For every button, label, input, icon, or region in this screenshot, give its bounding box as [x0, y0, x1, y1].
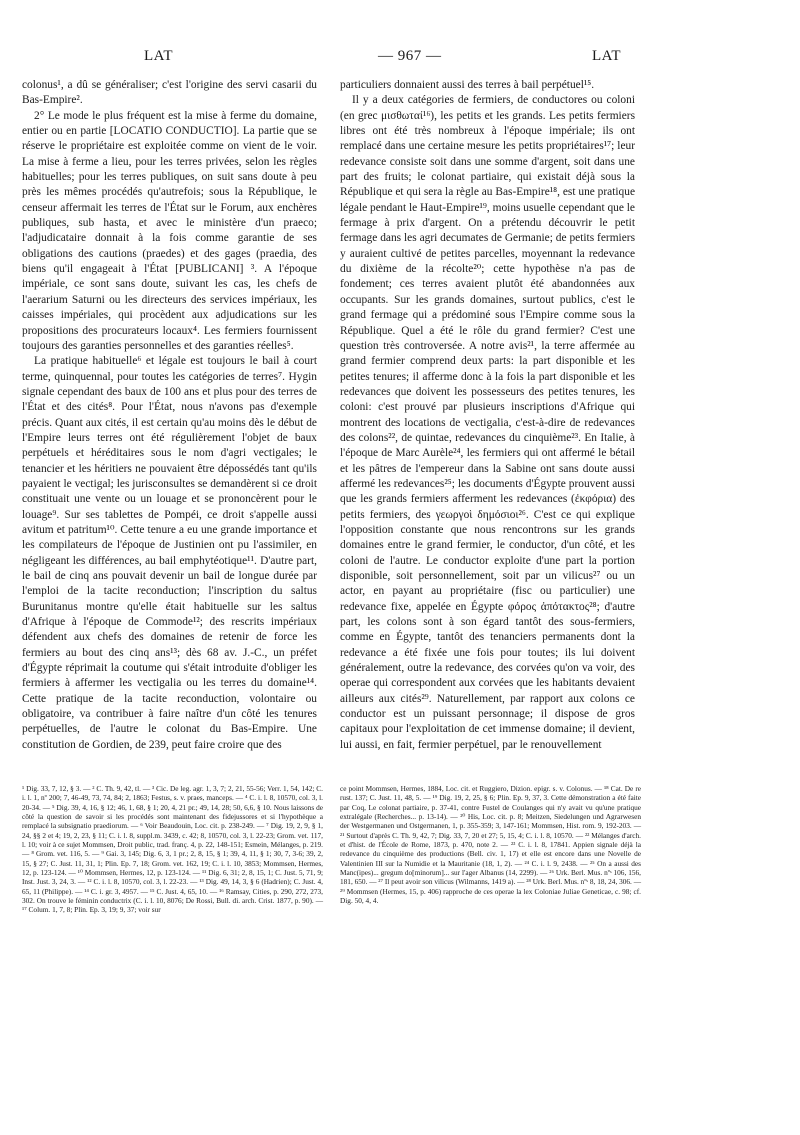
footnote-block: ce point Mommsen, Hermes, 1884, Loc. cit. et Ruggiero, Dizion. epigr. s. v. Colonus. — ¹⁸ Cat. De re rust. 137; C. Just. 11, 48, 5. — ¹⁹ Dig. 19, 2, 25, § 6; Plin. Ep. 9, 37, 3. Cette démonstration a été faite par Coq, Le colonat partiaire, p. 37-41, contre Fustel de Coulanges qui n'y avait vu qu'une pratique extralégale (Recherches... p. 13-14). — ²⁰ His, Loc. cit. p. 8; Meitzen, Siedelungen und Agrarwesen der Westgermanen und Ostgermanen, 1, p. 355-359; 3, 147-161; Mommsen, Hist. rom. 9, 192-203. — ²¹ Surtout d'après C. Th. 9, 42, 7; Dig. 33, 7, 20 et 27; 5, 15, 4; C. i. l. 8, 10570. — ²² Mélanges d'arch. et d'hist. de l'École de Rome, 1873, p. 470, note 2. — ²³ C. i. l. 8, 17841. Appien signale déjà la redevance du cinquième des productions (Bell. civ. 1, 17) et elle est encore dans une Novelle de Valentinien III sur la Numidie et la Mauritanie (18, 1, 2). — ²⁴ C. i. l. 9, 2438. — ²⁵ On a aussi des Manc(ipes)... gregum do[minorum]... sur l'ager Albanus (14, 2299). — ²⁶ Urk. Berl. Mus. nºˢ 106, 156, 181, 650. — ²⁷ Il peut avoir son vilicus (Wilmanns, 1419 a). — ²⁸ Urk. Berl. Mus. nºˢ 8, 18, 24, 306. — ²⁹ Mommsen (Hermes, 15, p. 406) rapproche de ces operae la lex Coloniae Juliae Geneticae, c. 98; cf. Dig. 50, 4, 4.: [340, 784, 641, 906]
left-text-column: [22, 78, 317, 753]
page-number: — 967 —: [378, 48, 442, 64]
paragraph: particuliers donnaient aussi des terres à bail perpétuel¹⁵.: [340, 79, 595, 91]
right-text-column: [340, 78, 635, 753]
paragraph: 2° Le mode le plus fréquent est la mise à ferme du domaine, entier ou en partie [LOCATIO CONDUCTIO]. La partie que se réserve le propriétaire est exploitée comme on vient de le voir. La mise à ferme a lieu, pour les terres privées, selon les règles habituelles; pour les terres publiques, on suit sans doute à peu près les mêmes procédés qu'autrefois; sous la République, le censeur affermait les terres de l'État sur le Forum, aux enchères publiques, sub hasta, et avec le ministère d'un praeco; l'adjudicataire donnait à la fois comme garantie de ses obligations des cautions (praedes) et des gages (praedia, des biens qu'il engageait à l'État [PUBLICANI] ³. A l'époque impériale, ce sont sans doute, suivant les cas, les chefs de l'aerarium Saturni ou les directeurs des services impériaux, les caisses impériales, qui procèdent aux adjudications sur les propositions des procurateurs locaux⁴. Les fermiers fournissent toujours des garanties personnelles et des garanties réelles⁵.: [22, 109, 317, 352]
page-header: [0, 48, 800, 68]
paragraph: colonus¹, a dû se généraliser; c'est l'origine des servi casarii du Bas-Empire².: [22, 79, 317, 107]
running-head-right: LAT: [592, 48, 621, 64]
footnote-block: ¹ Dig. 33, 7, 12, § 3. — ² C. Th. 9, 42, tl. — ³ Cic. De leg. agr. 1, 3, 7; 2, 21, 55-56; Verr. 1, 54, 142; C. i. l. 1, nº 200; 7, 46-49, 73, 74, 84; 2, 1863; Festus, s. v. praes, manceps. — ⁴ C. i. l. 8, 10570, col. 3, l. 20-34. — ⁵ Dig. 39, 4, 16, § 12; 46, 1, 68, § 1; 20, 4, 21 pr.; 49, 14, 28; 50, 6,6, § 10. Nous laissons de côté la question de savoir si les procédés sont maintenant des fidejussores et si l'hypothèque a remplacé la subsignatio praediorum. — ⁶ Voir Beaudouin, Loc. cit. p. 238-249. — ⁷ Dig. 19, 2, 9, § 1, 24, §§ 2 et 4; 19, 2, 23, § 11; C. i. l. 8, suppl.m. 3439, c. 42; 8, 10570, col. 3, l. 22-23; Grom. vet. 117, l. 10; voir à ce sujet Mommsen, Droit public, trad. franç. 4, p. 22, 148-151; Esmein, Mélanges, p. 219. — ⁸ Grom. vet. 116, 5. — ⁹ Gai. 3, 145; Dig. 6, 3, 1 pr.; 2, 8, 15, § 1; 39, 4, 11, § 1; 30, 7, 3-6; 39, 2, 15, § 27; C. Just. 11, 31, 1; Plin. Ep. 7, 18; Grom. vet. 162, 19; C. i. l. 10, 3853; Mommsen, Hermes, 12, p. 123-124. — ¹⁰ Mommsen, Hermes, 12, p. 123-124. — ¹¹ Dig. 6, 31; 2, 8, 15, 1; C. Just. 5, 71, 9; Inst. Just. 3, 24, 3. — ¹² C. i. l. 8, 10570, col. 3, l. 22-23. — ¹³ Dig. 49, 14, 3, § 6 (Hadrien); C. Just. 4, 65, 11 (Philippe). — ¹⁴ C. i. gr. 3, 4957. — ¹⁵ C. Just. 4, 65, 10. — ¹⁶ Ramsay, Cities, p. 290, 272, 273, 302. On trouve le féminin conductrix (C. i. l. 10, 8076; De Rossi, Bull. di. arch. Crist. 1877, p. 90). — ¹⁷ Colum. 1, 7, 8; Plin. Ep. 3, 19; 9, 37; voir sur: [22, 784, 323, 915]
footnotes-right: [340, 784, 641, 905]
running-head-left: LAT: [144, 48, 173, 64]
footnotes-left: [22, 784, 323, 915]
paragraph: Il y a deux catégories de fermiers, de conductores ou coloni (en grec μισθωταί¹⁶), les petits et les grands. Les petits fermiers libres ont été très nombreux à l'époque impériale; ils ont remplacé dans une certaine mesure les petits propriétaires¹⁷; leur redevance consiste soit dans une somme d'argent, soit dans une part des fruits; le colonat partiaire, qui existait déjà sous la République et qui sera la règle au Bas-Empire¹⁸, est une pratique légale pendant le Haut-Empire¹⁹, moins usuelle cependant que le fermage à prix d'argent. On a prétendu découvrir le petit fermage dans les agri decumates de Germanie; de petits fermiers y auraient cultivé de petites parcelles, moyennant la redevance du dixième de la récolte²⁰; cette hypothèse n'a pas de fondement; ces terres avaient plutôt été abandonnées aux occupants. Sur les grands domaines, surtout publics, c'est le grand fermage qui a prédominé sous l'Empire comme sous la République. Quel a été le rôle du grand fermier? C'est une question très controversée. A notre avis²¹, la terre affermée au grand fermier comprend deux parts: la part disponible et les petites tenures; il afferme donc à la fois la part disponible et les redevances que doivent les possesseurs des petites tenures, les coloni: c'est prouvé par plusieurs inscriptions d'Afrique qui montrent des locations de vectigalia, c'est-à-dire de redevances des colons²², de quintae, redevances du cinquième²³. En Italie, à l'époque de Marc Aurèle²⁴, les fermiers qui ont affermé le bétail et les pâtres de l'empereur dans la Sabine ont sans doute aussi affermé les redevances²⁵; les documents d'Égypte prouvent aussi que les grands fermiers afferment les redevances (ἐκφόρια) des petits fermiers, des γεωργοὶ δημόσιοι²⁶. C'est ce qui explique l'opposition constante que nous rencontrons sur les grands domaines entre le grand fermier, le conductor, d'un côté, et les coloni de l'autre. Le conductor exploite d'une part la portion disponible, soit personnellement, soit par un vilicus²⁷ ou un actor, en payant au propriétaire (fisc ou particulier) une redevance fixe, appelée en Égypte φόρος ἀπότακτος²⁸; d'autre part, les colons sont à son égard tantôt des sous-fermiers, comme en Égypte, tantôt des tenanciers permanents dont la redevance a été fixée une fois pour toutes; ils lui doivent généralement, outre la redevance, des corvées qu'on va voir, des operae qui correspondent aux corvées que les habitants devaient ailleurs aux cités²⁹. Naturellement, par rapport aux colons ce conductor est un puissant personnage; il dispose de gros capitaux pour l'exploitation de cet immense domaine; il devient, lui aussi, en fait, fermier perpétuel, par le renouvellement: [340, 94, 635, 751]
paragraph: La pratique habituelle⁶ et légale est toujours le bail à court terme, quinquennal, pour toutes les catégories de terres⁷. Hygin signale cependant des baux de 100 ans et plus pour des terres de l'État et des cités⁸. Pour l'État, nous n'avons pas d'exemple précis. Quant aux cités, il est certain qu'au moins dès le début de l'Empire leurs terres ont été régulièrement l'objet de baux perpétuels et héréditaires sous le nom d'agri vectigales; le tenancier et les héritiers ne pouvaient être dépossédés tant qu'ils payaient le vectigal; les jurisconsultes se demandèrent si ce droit constituait une vente ou un louage et se prononcèrent pour le louage⁹. Sur ses tablettes de Pompéi, ce droit s'appelle aussi avitum et patritum¹⁰. Cette tenure a eu une grande importance et les compilateurs de l'époque de Justinien ont pu l'assimiler, en négligeant les différences, au bail emphytéotique¹¹. D'autre part, le bail de cinq ans pouvait devenir un bail de longue durée par l'emploi de la tacite reconduction; l'inscription du saltus Burunitanus montre qu'elle était habituelle sur les saltus d'Afrique à l'époque de Commode¹²; des rescrits impériaux défendent aux chefs des domaines de retenir de force les fermiers au bout des cinq ans¹³; dès 68 av. J.-C., un préfet d'Égypte réprimait la coutume qui s'était introduite d'obliger les fermiers à affermer les vectigalia ou les terres du domaine¹⁴. Cette pratique de la tacite reconduction, volontaire ou obligatoire, va contribuer à faire naître d'un côté les tenures perpétuelles, de l'autre le colonat du Bas-Empire. Une constitution de Gordien, de 239, peut faire croire que des: [22, 355, 317, 751]
